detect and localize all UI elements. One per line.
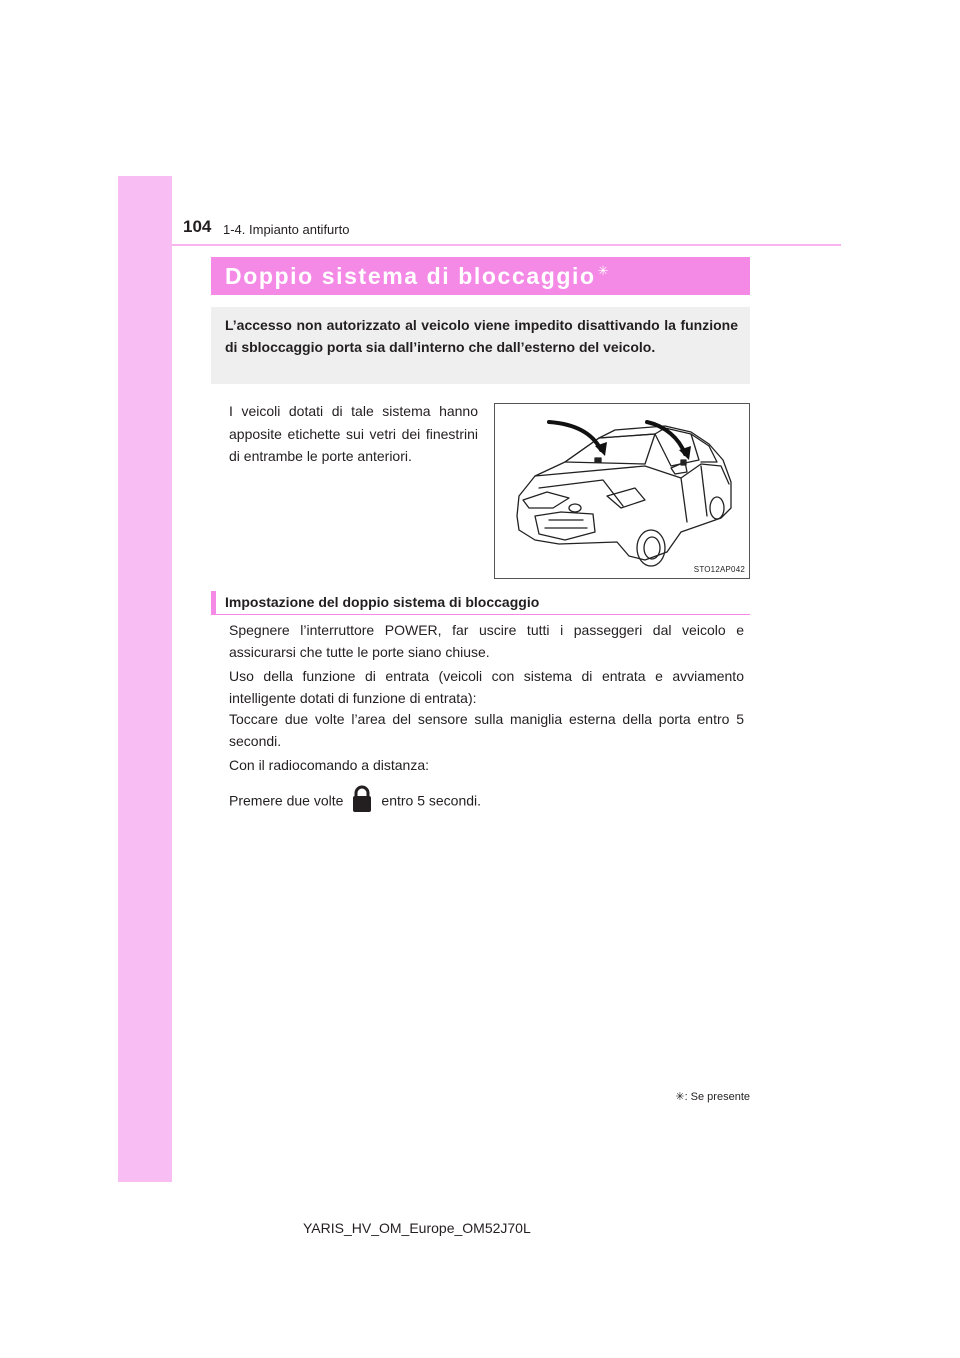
car-illustration-icon <box>495 404 749 578</box>
footnote-text: : Se presente <box>684 1091 750 1103</box>
document-footer: YARIS_HV_OM_Europe_OM52J70L <box>303 1220 531 1236</box>
step-text: Con il radiocomando a distanza: <box>229 757 430 773</box>
lock-icon <box>350 784 374 814</box>
page-title <box>225 263 609 290</box>
press-instruction <box>229 787 744 817</box>
title-bar <box>211 257 750 295</box>
optional-marker-icon: ✳ <box>597 263 609 278</box>
page-title-text: Doppio sistema di bloccaggio <box>225 263 596 289</box>
page-number: 104 <box>183 217 212 236</box>
section-label: 1-4. Impianto antifurto <box>223 222 350 237</box>
footnote-marker-icon: ✳ <box>675 1091 685 1103</box>
figure-code: STO12AP042 <box>693 565 745 574</box>
body-paragraph: I veicoli dotati di tale sistema hanno apposite etichette sui vetri dei finestrini di entrambe le porte anteriori. <box>229 403 478 464</box>
press-instruction-before: Premere due volte <box>229 792 344 809</box>
intro-box <box>211 307 750 384</box>
page-side-tab <box>118 176 172 1182</box>
intro-text: L’accesso non autorizzato al veicolo viene impedito disattivando la funzione di sbloccaggio porta sia dall’interno che dall’esterno del veicolo. <box>225 317 738 355</box>
step-text: Spegnere l’interruttore POWER, far uscire tutti i passeggeri dal veicolo e assicurarsi che tutte le porte siano chiuse. <box>229 622 744 660</box>
subsection-title: Impostazione del doppio sistema di bloccaggio <box>225 594 540 610</box>
step-text: Toccare due volte l’area del sensore sulla maniglia esterna della porta entro 5 secondi. <box>229 711 744 749</box>
subsection-header <box>211 591 750 615</box>
step-text: Uso della funzione di entrata (veicoli con sistema di entrata e avviamento intelligente dotati di funzione di entrata): <box>229 668 744 706</box>
header-rule <box>172 244 841 246</box>
subsection-accent <box>211 591 216 614</box>
car-illustration <box>494 403 750 579</box>
press-instruction-after: entro 5 secondi. <box>381 792 482 809</box>
footnote <box>675 1090 750 1103</box>
